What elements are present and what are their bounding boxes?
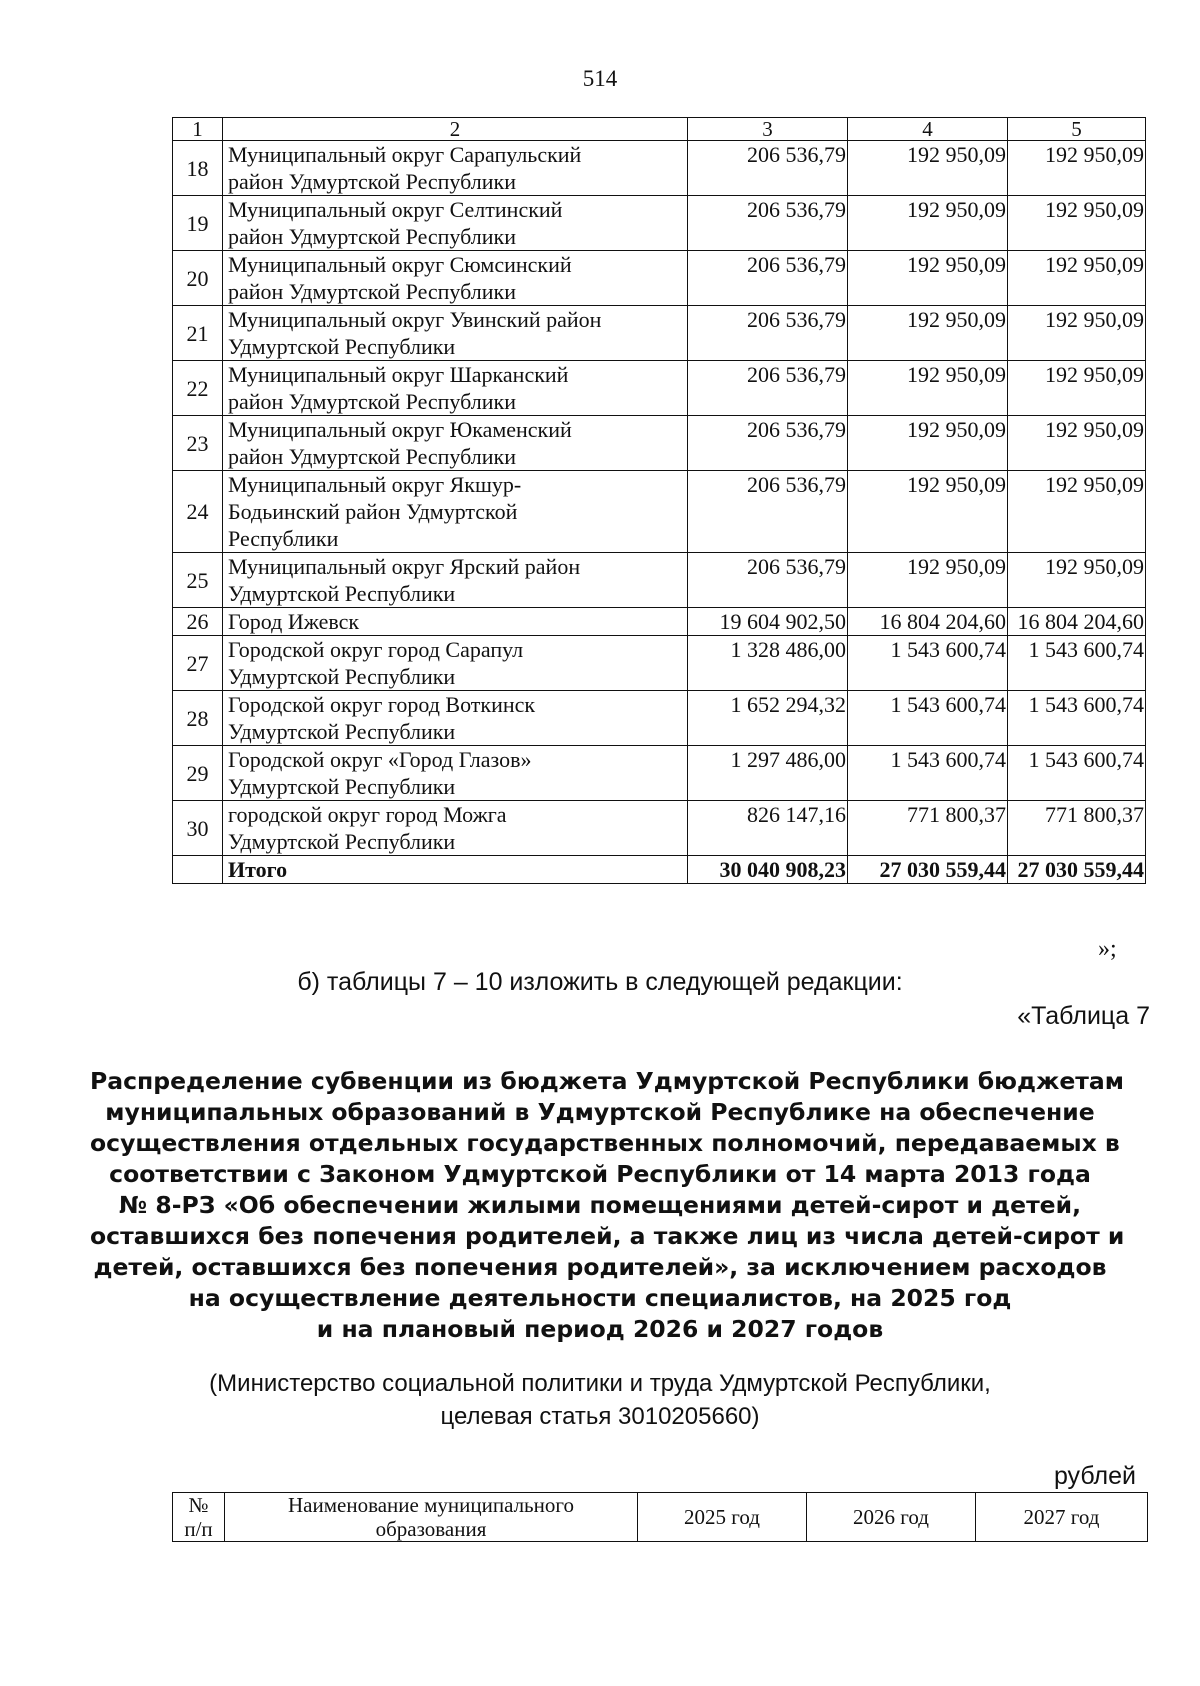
header-name-line: образования — [375, 1517, 487, 1541]
amount-2026-cell: 192 950,09 — [848, 361, 1008, 416]
municipality-name-line: Республики — [228, 526, 339, 551]
header-year-2025: 2025 год — [638, 1493, 807, 1542]
municipality-name-cell — [223, 608, 688, 636]
table-row — [173, 416, 1146, 471]
municipality-name-line: Муниципальный округ Увинский район — [228, 307, 602, 332]
amount-2026-cell: 192 950,09 — [848, 196, 1008, 251]
row-number-cell: 20 — [173, 251, 223, 306]
amount-2027-cell: 192 950,09 — [1008, 361, 1146, 416]
municipality-name-line: Удмуртской Республики — [228, 774, 456, 799]
column-number-cell: 5 — [1008, 118, 1146, 141]
table-row — [173, 251, 1146, 306]
heading-line: детей, оставшихся без попечения родителей», за исключением расходов — [93, 1253, 1107, 1281]
amount-2026-cell: 192 950,09 — [848, 251, 1008, 306]
table-row — [173, 141, 1146, 196]
amount-2026-cell: 1 543 600,74 — [848, 746, 1008, 801]
municipality-name-line: район Удмуртской Республики — [228, 444, 516, 469]
column-number-cell: 4 — [848, 118, 1008, 141]
municipality-name-line: Городской округ город Сарапул — [228, 637, 524, 662]
row-number-cell: 22 — [173, 361, 223, 416]
heading-line: Распределение субвенции из бюджета Удмуртской Республики бюджетам — [90, 1067, 1124, 1095]
municipality-name-cell — [223, 553, 688, 608]
amount-2025-cell: 206 536,79 — [688, 306, 848, 361]
header-number-line: п/п — [184, 1517, 213, 1541]
municipality-name-line: район Удмуртской Республики — [228, 224, 516, 249]
municipality-name-line: Удмуртской Республики — [228, 334, 456, 359]
ministry-line: целевая статья 3010205660) — [440, 1403, 760, 1430]
table-row — [173, 471, 1146, 553]
municipality-name-cell — [223, 141, 688, 196]
header-number-cell — [173, 1493, 225, 1542]
municipality-name-line: Удмуртской Республики — [228, 719, 456, 744]
table-label: «Таблица 7 — [1017, 1002, 1150, 1030]
column-number-cell: 1 — [173, 118, 223, 141]
amount-2025-cell: 206 536,79 — [688, 196, 848, 251]
amount-2026-cell: 16 804 204,60 — [848, 608, 1008, 636]
amount-2027-cell: 771 800,37 — [1008, 801, 1146, 856]
row-number-cell: 28 — [173, 691, 223, 746]
header-year-2026: 2026 год — [807, 1493, 976, 1542]
row-number-cell: 29 — [173, 746, 223, 801]
ministry-note — [90, 1367, 1110, 1433]
amount-2025-cell: 206 536,79 — [688, 553, 848, 608]
amount-2027-cell: 192 950,09 — [1008, 471, 1146, 553]
quote-end-mark: »; — [1098, 936, 1117, 962]
amount-2027-cell: 1 543 600,74 — [1008, 746, 1146, 801]
amount-2027-cell: 16 804 204,60 — [1008, 608, 1146, 636]
municipality-name-line: Муниципальный округ Селтинский — [228, 197, 563, 222]
heading-line: на осуществление деятельности специалистов, на 2025 год — [188, 1284, 1012, 1312]
municipality-name-line: Муниципальный округ Юкаменский — [228, 417, 572, 442]
amount-2027-cell: 192 950,09 — [1008, 553, 1146, 608]
heading-line: муниципальных образований в Удмуртской Республике на обеспечение — [105, 1098, 1095, 1126]
municipality-name-cell — [223, 416, 688, 471]
municipality-name-cell — [223, 196, 688, 251]
amendment-paragraph: б) таблицы 7 – 10 изложить в следующей редакции: — [297, 968, 903, 996]
amount-2026-cell: 1 543 600,74 — [848, 691, 1008, 746]
table-row — [173, 553, 1146, 608]
column-number-cell: 3 — [688, 118, 848, 141]
amount-2026-cell: 192 950,09 — [848, 553, 1008, 608]
units-label: рублей — [1053, 1462, 1136, 1490]
municipality-name-line: Муниципальный округ Ярский район — [228, 554, 581, 579]
row-number-cell: 27 — [173, 636, 223, 691]
row-number-cell: 18 — [173, 141, 223, 196]
column-number-row — [173, 118, 1146, 141]
amount-2025-cell: 826 147,16 — [688, 801, 848, 856]
amount-2025-cell: 1 328 486,00 — [688, 636, 848, 691]
amount-2026-cell: 192 950,09 — [848, 141, 1008, 196]
heading-line: и на плановый период 2026 и 2027 годов — [316, 1315, 884, 1343]
heading-line: осуществления отдельных государственных полномочий, передаваемых в — [90, 1129, 1120, 1157]
table-row — [173, 306, 1146, 361]
total-row — [173, 856, 1146, 884]
amount-2026-cell: 771 800,37 — [848, 801, 1008, 856]
row-number-cell: 30 — [173, 801, 223, 856]
total-label-cell: Итого — [223, 856, 688, 884]
column-number-cell: 2 — [223, 118, 688, 141]
row-number-cell: 24 — [173, 471, 223, 553]
amount-2026-cell: 1 543 600,74 — [848, 636, 1008, 691]
total-amount-2027-cell: 27 030 559,44 — [1008, 856, 1146, 884]
header-name-cell — [225, 1493, 638, 1542]
municipality-name-cell — [223, 306, 688, 361]
amount-2025-cell: 1 652 294,32 — [688, 691, 848, 746]
municipality-name-cell — [223, 471, 688, 553]
row-number-cell: 25 — [173, 553, 223, 608]
municipality-name-cell — [223, 801, 688, 856]
municipality-name-line: Муниципальный округ Шарканский — [228, 362, 569, 387]
amount-2025-cell: 206 536,79 — [688, 471, 848, 553]
heading-line: соответствии с Законом Удмуртской Республики от 14 марта 2013 года — [109, 1160, 1091, 1188]
ministry-line: (Министерство социальной политики и труда Удмуртской Республики, — [209, 1370, 991, 1397]
municipality-name-line: Муниципальный округ Якшур- — [228, 472, 522, 497]
municipality-name-cell — [223, 251, 688, 306]
row-number-cell: 23 — [173, 416, 223, 471]
table-row — [173, 361, 1146, 416]
municipality-name-line: Бодьинский район Удмуртской — [228, 499, 518, 524]
header-name-line: Наименование муниципального — [288, 1493, 574, 1517]
table-heading — [90, 1066, 1125, 1345]
municipality-name-line: Городской округ «Город Глазов» — [228, 747, 532, 772]
heading-line: № 8-РЗ «Об обеспечении жилыми помещениями детей-сирот и детей, — [118, 1191, 1082, 1219]
amount-2025-cell: 206 536,79 — [688, 141, 848, 196]
table7-header — [172, 1492, 1148, 1542]
amount-2027-cell: 192 950,09 — [1008, 141, 1146, 196]
table-row — [173, 801, 1146, 856]
total-amount-2026-cell: 27 030 559,44 — [848, 856, 1008, 884]
municipality-name-cell — [223, 636, 688, 691]
municipality-name-line: Удмуртской Республики — [228, 829, 456, 854]
municipality-name-line: район Удмуртской Республики — [228, 169, 516, 194]
amount-2027-cell: 1 543 600,74 — [1008, 636, 1146, 691]
municipality-name-line: район Удмуртской Республики — [228, 279, 516, 304]
amount-2026-cell: 192 950,09 — [848, 416, 1008, 471]
row-number-cell: 26 — [173, 608, 223, 636]
amount-2025-cell: 1 297 486,00 — [688, 746, 848, 801]
municipality-name-line: Муниципальный округ Сарапульский — [228, 142, 582, 167]
municipality-name-line: городской округ город Можга — [228, 802, 507, 827]
amount-2027-cell: 1 543 600,74 — [1008, 691, 1146, 746]
municipality-name-line: Городской округ город Воткинск — [228, 692, 536, 717]
header-year-2027: 2027 год — [976, 1493, 1148, 1542]
municipality-name-cell — [223, 691, 688, 746]
table-row — [173, 196, 1146, 251]
total-empty-cell — [173, 856, 223, 884]
municipality-name-line: Город Ижевск — [228, 609, 360, 634]
table-row — [173, 608, 1146, 636]
table-row — [173, 636, 1146, 691]
amount-2027-cell: 192 950,09 — [1008, 416, 1146, 471]
amount-2027-cell: 192 950,09 — [1008, 251, 1146, 306]
heading-line: оставшихся без попечения родителей, а также лиц из числа детей-сирот и — [90, 1222, 1125, 1250]
table7-header-row — [173, 1493, 1148, 1542]
amount-2026-cell: 192 950,09 — [848, 471, 1008, 553]
municipality-name-line: Удмуртской Республики — [228, 664, 456, 689]
municipal-subvention-table — [172, 117, 1146, 884]
municipality-name-cell — [223, 746, 688, 801]
amount-2027-cell: 192 950,09 — [1008, 306, 1146, 361]
row-number-cell: 21 — [173, 306, 223, 361]
page-number: 514 — [582, 66, 618, 91]
amount-2025-cell: 206 536,79 — [688, 361, 848, 416]
row-number-cell: 19 — [173, 196, 223, 251]
amount-2027-cell: 192 950,09 — [1008, 196, 1146, 251]
table-row — [173, 746, 1146, 801]
municipality-name-line: Удмуртской Республики — [228, 581, 456, 606]
municipality-name-cell — [223, 361, 688, 416]
amount-2025-cell: 206 536,79 — [688, 416, 848, 471]
amount-2026-cell: 192 950,09 — [848, 306, 1008, 361]
municipality-name-line: Муниципальный округ Сюмсинский — [228, 252, 572, 277]
total-amount-2025-cell: 30 040 908,23 — [688, 856, 848, 884]
table-row — [173, 691, 1146, 746]
header-number-line: № — [188, 1493, 209, 1517]
amount-2025-cell: 206 536,79 — [688, 251, 848, 306]
amount-2025-cell: 19 604 902,50 — [688, 608, 848, 636]
municipality-name-line: район Удмуртской Республики — [228, 389, 516, 414]
